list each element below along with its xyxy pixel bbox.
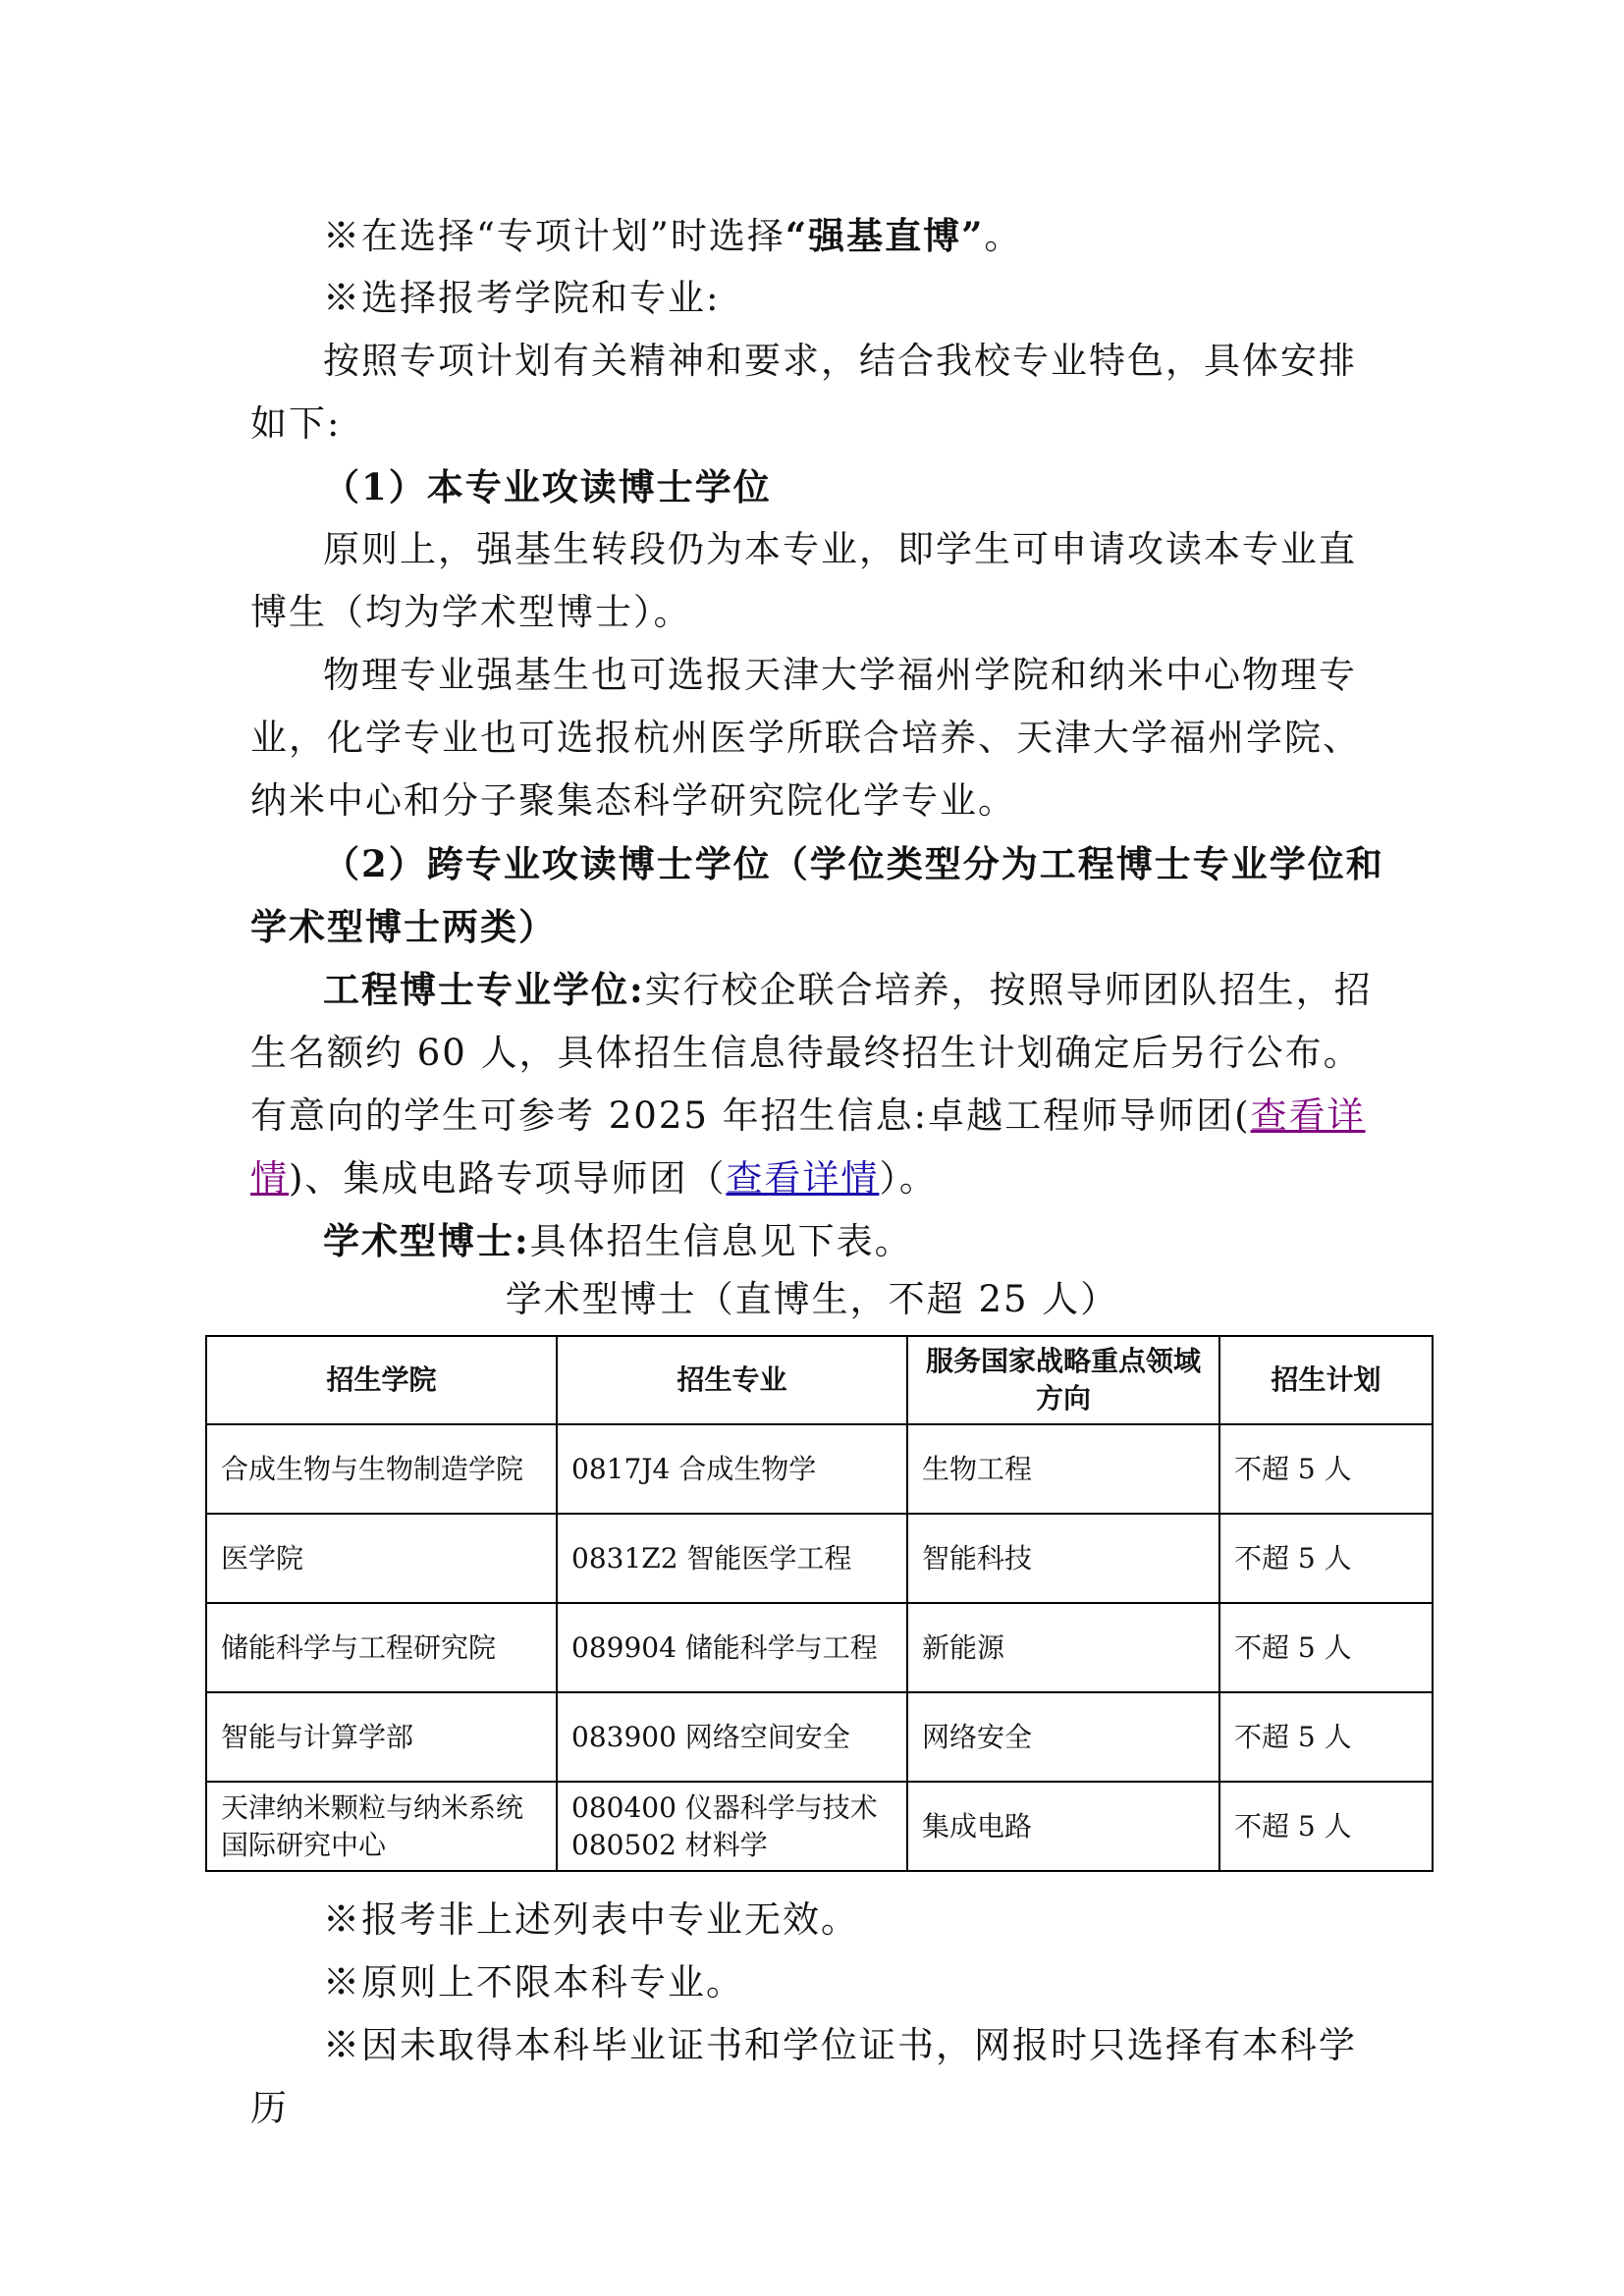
engineering-doctorate-label: 工程博士专业学位:	[323, 968, 645, 1011]
paragraph-physics-chemistry: 物理专业强基生也可选报天津大学福州学院和纳米中心物理专业，化学专业也可选报杭州医学所联合培养、天津大学福州学院、纳米中心和分子聚集态科学研究院化学专业。	[250, 654, 1361, 822]
header-field: 服务国家战略重点领域方向	[907, 1336, 1219, 1424]
details-link-integrated-circuit[interactable]: 查看详情	[726, 1157, 880, 1200]
table-caption: 学术型博士（直博生，不超 25 人）	[505, 1278, 1119, 1320]
table-row	[206, 1424, 1433, 1514]
header-plan: 招生计划	[1219, 1336, 1433, 1424]
cell-college: 天津纳米颗粒与纳米系统国际研究中心	[206, 1782, 557, 1871]
note-select-college: ※选择报考学院和专业:	[323, 277, 721, 319]
cell-plan: 不超 5 人	[1219, 1782, 1433, 1871]
cell-major-line: 080502 材料学	[571, 1828, 768, 1861]
cell-college: 储能科学与工程研究院	[206, 1603, 557, 1692]
cell-field: 集成电路	[907, 1782, 1219, 1871]
note-online-registration: ※因未取得本科毕业证书和学位证书，网报时只选择有本科学历	[250, 2024, 1357, 2129]
engineering-doctorate-text-3: ）。	[879, 1157, 938, 1200]
enrollment-table	[205, 1335, 1434, 1872]
cell-college: 智能与计算学部	[206, 1692, 557, 1782]
cell-major: 0831Z2 智能医学工程	[557, 1514, 907, 1603]
details-link-excellent-engineer[interactable]: 查看详情	[250, 1095, 1366, 1200]
cell-college: 合成生物与生物制造学院	[206, 1424, 557, 1514]
cell-major: 0817J4 合成生物学	[557, 1424, 907, 1514]
table-header-row	[206, 1336, 1433, 1424]
academic-doctorate-text: 具体招生信息见下表。	[529, 1220, 913, 1262]
heading-cross-major: （2）跨专业攻读博士学位（学位类型分为工程博士专业学位和学术型博士两类）	[250, 842, 1384, 948]
table-row	[206, 1603, 1433, 1692]
engineering-doctorate-text-2: )、集成电路专项导师团（	[289, 1157, 727, 1200]
engineering-doctorate-text: 实行校企联合培养，按照导师团队招生，招生名额约 60 人，具体招生信息待最终招生计划确定后另行公布。有意向的学生可参考 2025 年招生信息:卓越工程师导师团(	[250, 969, 1373, 1137]
cell-field: 智能科技	[907, 1514, 1219, 1603]
header-college: 招生学院	[206, 1336, 557, 1424]
cell-plan: 不超 5 人	[1219, 1424, 1433, 1514]
cell-major	[557, 1782, 907, 1871]
paragraph-academic-doctorate	[250, 1209, 1389, 1273]
table-row	[206, 1782, 1433, 1871]
note-text: ※在选择“专项计划”时选择	[323, 215, 785, 257]
cell-plan: 不超 5 人	[1219, 1603, 1433, 1692]
note-no-undergrad-limit: ※原则上不限本科专业。	[323, 1961, 744, 2003]
note-text-end: 。	[984, 215, 1023, 257]
cell-college: 医学院	[206, 1514, 557, 1603]
cell-major-line: 080400 仪器科学与技术	[571, 1790, 878, 1824]
cell-field: 新能源	[907, 1603, 1219, 1692]
paragraph-principle: 原则上，强基生转段仍为本专业，即学生可申请攻读本专业直博生（均为学术型博士）。	[250, 528, 1357, 633]
cell-plan: 不超 5 人	[1219, 1514, 1433, 1603]
cell-field: 生物工程	[907, 1424, 1219, 1514]
cell-plan: 不超 5 人	[1219, 1692, 1433, 1782]
paragraph-engineering-doctorate	[250, 958, 1389, 1210]
cell-major: 083900 网络空间安全	[557, 1692, 907, 1782]
header-major: 招生专业	[557, 1336, 907, 1424]
note-invalid-major: ※报考非上述列表中专业无效。	[323, 1898, 859, 1941]
cell-major: 089904 储能科学与工程	[557, 1603, 907, 1692]
table-row	[206, 1514, 1433, 1603]
cell-field: 网络安全	[907, 1692, 1219, 1782]
academic-doctorate-label: 学术型博士:	[323, 1219, 530, 1262]
note-special-plan	[250, 204, 1389, 268]
paragraph-arrangement: 按照专项计划有关精神和要求，结合我校专业特色，具体安排如下:	[250, 340, 1357, 445]
heading-same-major: （1）本专业攻读博士学位	[323, 465, 772, 508]
note-bold-text: “强基直博”	[785, 214, 985, 257]
table-row	[206, 1692, 1433, 1782]
